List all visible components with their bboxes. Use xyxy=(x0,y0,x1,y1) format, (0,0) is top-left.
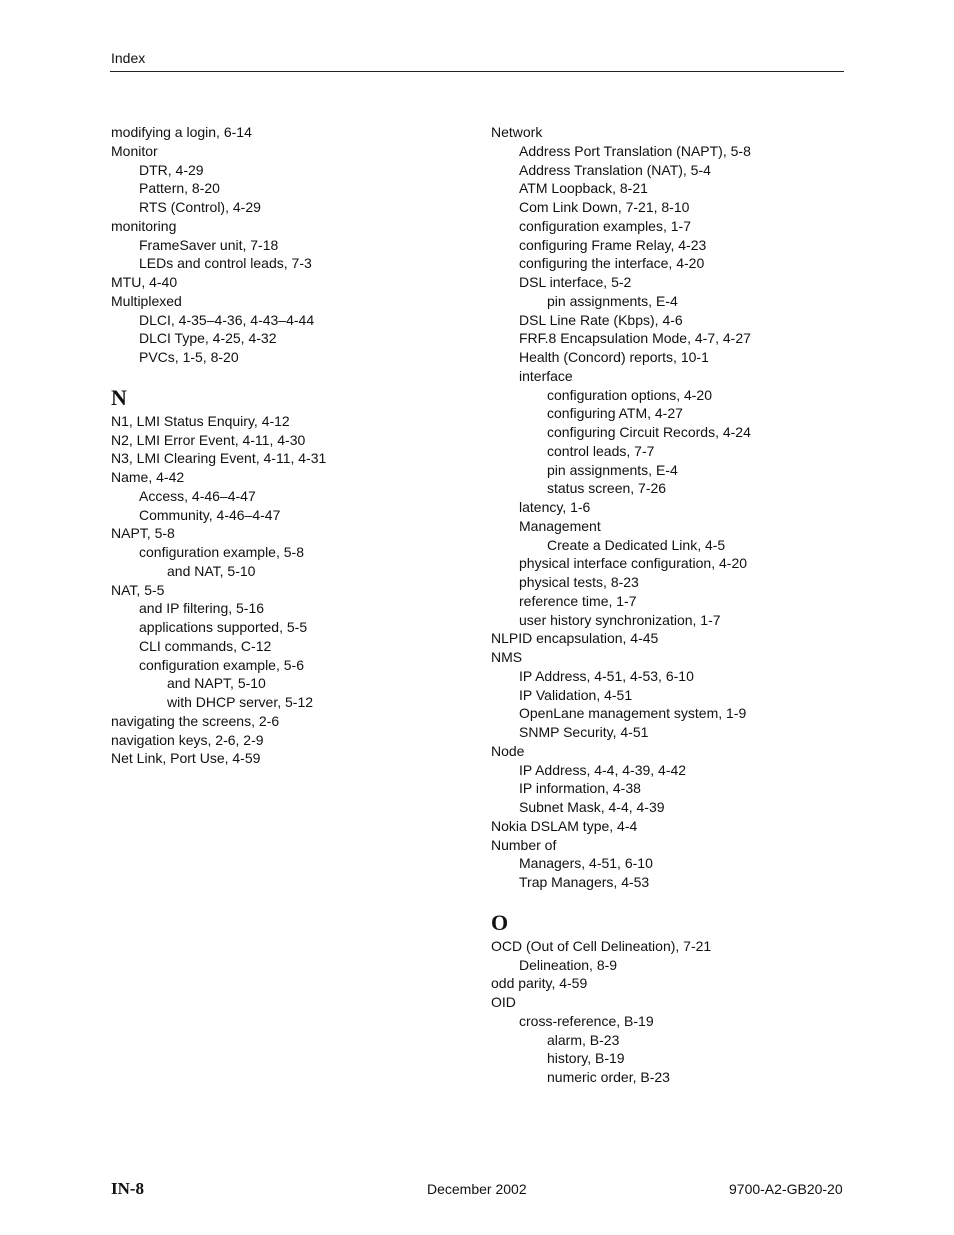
index-subentry: configuring Circuit Records, 4-24 xyxy=(547,424,751,440)
index-subentry: PVCs, 1-5, 8-20 xyxy=(139,349,239,365)
index-subentry: LEDs and control leads, 7-3 xyxy=(139,255,312,272)
index-subentry: DLCI Type, 4-25, 4-32 xyxy=(139,330,277,347)
index-subentry: SNMP Security, 4-51 xyxy=(519,724,649,740)
index-letter-heading: N xyxy=(111,384,127,410)
index-subentry: configuring the interface, 4-20 xyxy=(519,255,705,272)
document-number: 9700-A2-GB20-20 xyxy=(729,1181,843,1197)
index-subentry: pin assignments, E-4 xyxy=(547,461,678,478)
page-number: IN-8 xyxy=(111,1179,145,1198)
index-subentry: Access, 4-46–4-47 xyxy=(139,487,256,504)
index-subentry: FRF.8 Encapsulation Mode, 4-7, 4-27 xyxy=(519,330,751,347)
index-subentry: latency, 1-6 xyxy=(519,499,591,515)
index-entry: NLPID encapsulation, 4-45 xyxy=(491,630,659,647)
index-subentry: Community, 4-46–4-47 xyxy=(139,506,281,523)
index-subentry: DSL interface, 5-2 xyxy=(519,274,632,290)
index-entry: OID xyxy=(491,994,516,1010)
index-subentry: and NAPT, 5-10 xyxy=(167,675,266,692)
index-entry: navigation keys, 2-6, 2-9 xyxy=(111,731,264,748)
index-entry: Node xyxy=(491,742,525,759)
index-subentry: Com Link Down, 7-21, 8-10 xyxy=(519,199,690,215)
index-entry: Net Link, Port Use, 4-59 xyxy=(111,750,261,767)
index-subentry: physical interface configuration, 4-20 xyxy=(519,555,748,572)
index-subentry: Address Translation (NAT), 5-4 xyxy=(519,161,711,178)
index-subentry: CLI commands, C-12 xyxy=(139,637,272,654)
publication-date: December 2002 xyxy=(427,1181,527,1197)
index-subentry: numeric order, B-23 xyxy=(547,1069,670,1085)
header-divider xyxy=(110,71,844,72)
index-entry: Monitor xyxy=(111,142,158,159)
index-subentry: and NAT, 5-10 xyxy=(167,562,256,579)
index-subentry: IP Validation, 4-51 xyxy=(519,686,633,703)
index-entry: MTU, 4-40 xyxy=(111,274,178,290)
index-subentry: IP Address, 4-51, 4-53, 6-10 xyxy=(519,667,694,684)
index-entry: Name, 4-42 xyxy=(111,469,185,485)
index-entry: NAT, 5-5 xyxy=(111,581,165,598)
index-subentry: and IP filtering, 5-16 xyxy=(139,600,265,617)
index-subentry: Address Port Translation (NAPT), 5-8 xyxy=(519,142,751,159)
index-subentry: configuration examples, 1-7 xyxy=(519,217,691,234)
index-subentry: Create a Dedicated Link, 4-5 xyxy=(547,536,726,553)
index-subentry: physical tests, 8-23 xyxy=(519,574,639,590)
index-subentry: DLCI, 4-35–4-36, 4-43–4-44 xyxy=(139,311,315,328)
index-subentry: IP Address, 4-4, 4-39, 4-42 xyxy=(519,761,687,778)
index-subentry: reference time, 1-7 xyxy=(519,592,637,609)
index-subentry: user history synchronization, 1-7 xyxy=(519,611,721,628)
index-entry: NAPT, 5-8 xyxy=(111,525,175,542)
index-subentry: Subnet Mask, 4-4, 4-39 xyxy=(519,799,665,815)
index-subentry: alarm, B-23 xyxy=(547,1031,620,1048)
index-subentry: IP information, 4-38 xyxy=(519,780,641,797)
index-subentry: Health (Concord) reports, 10-1 xyxy=(519,349,709,365)
index-entry: N1, LMI Status Enquiry, 4-12 xyxy=(111,412,290,429)
index-entry: Multiplexed xyxy=(111,292,182,309)
index-column-right xyxy=(491,123,851,1087)
index-subentry: applications supported, 5-5 xyxy=(139,619,308,635)
index-subentry: DTR, 4-29 xyxy=(139,161,204,178)
index-subentry: Trap Managers, 4-53 xyxy=(519,874,650,890)
index-entry: navigating the screens, 2-6 xyxy=(111,712,280,729)
index-entry: odd parity, 4-59 xyxy=(491,975,588,992)
index-subentry: Managers, 4-51, 6-10 xyxy=(519,855,653,872)
index-subentry: OpenLane management system, 1-9 xyxy=(519,705,747,722)
index-subentry: control leads, 7-7 xyxy=(547,442,655,459)
index-subentry: configuration example, 5-8 xyxy=(139,544,304,560)
index-entry: Network xyxy=(491,124,543,140)
index-entry: monitoring xyxy=(111,217,177,234)
running-header: Index xyxy=(111,50,146,66)
index-subentry: RTS (Control), 4-29 xyxy=(139,199,261,215)
index-subentry: Pattern, 8-20 xyxy=(139,180,220,197)
index-subentry: interface xyxy=(519,367,573,384)
index-subentry: history, B-19 xyxy=(547,1050,625,1067)
index-entry: OCD (Out of Cell Delineation), 7-21 xyxy=(491,937,712,954)
index-subentry: status screen, 7-26 xyxy=(547,480,667,497)
index-subentry: FrameSaver unit, 7-18 xyxy=(139,236,279,253)
index-subentry: with DHCP server, 5-12 xyxy=(167,694,314,710)
index-subentry: configuration options, 4-20 xyxy=(547,386,712,403)
index-entry: N3, LMI Clearing Event, 4-11, 4-31 xyxy=(111,450,327,467)
index-subentry: configuration example, 5-6 xyxy=(139,656,304,673)
index-subentry: ATM Loopback, 8-21 xyxy=(519,180,648,197)
index-letter-heading: O xyxy=(491,909,509,935)
index-column-left xyxy=(111,123,471,768)
index-subentry: cross-reference, B-19 xyxy=(519,1012,654,1029)
index-subentry: DSL Line Rate (Kbps), 4-6 xyxy=(519,311,683,328)
index-entry: modifying a login, 6-14 xyxy=(111,124,252,140)
index-entry: Nokia DSLAM type, 4-4 xyxy=(491,817,638,834)
index-entry: N2, LMI Error Event, 4-11, 4-30 xyxy=(111,431,306,448)
index-subentry: configuring ATM, 4-27 xyxy=(547,405,683,422)
index-subentry: Delineation, 8-9 xyxy=(519,956,618,973)
index-subentry: pin assignments, E-4 xyxy=(547,292,678,309)
index-subentry: configuring Frame Relay, 4-23 xyxy=(519,236,707,253)
index-subentry: Management xyxy=(519,517,601,534)
index-entry: Number of xyxy=(491,836,557,853)
index-entry: NMS xyxy=(491,649,523,665)
